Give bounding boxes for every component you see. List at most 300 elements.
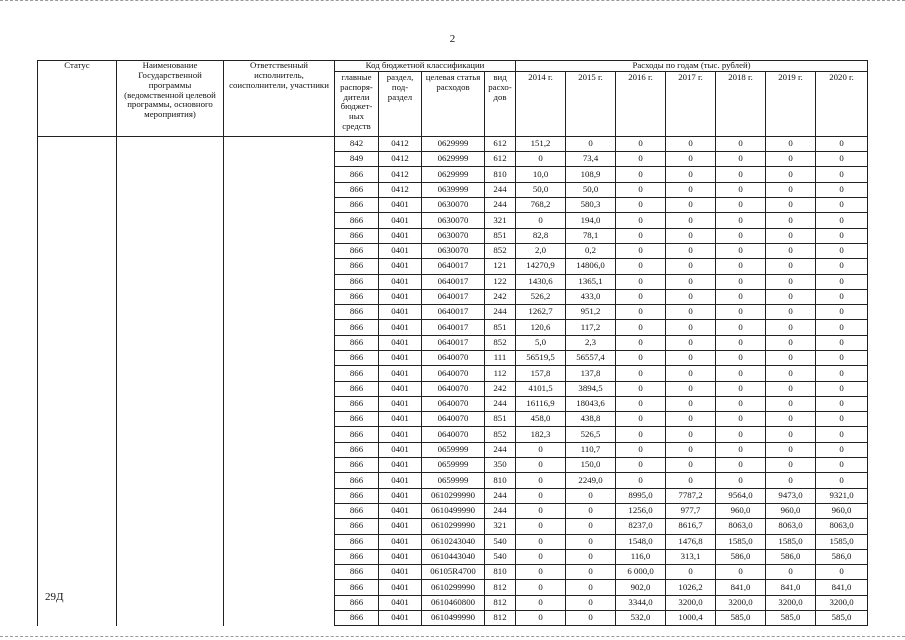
cell-2020: 0 <box>816 473 868 488</box>
cell-2020: 0 <box>816 381 868 396</box>
cell-target-article: 0630070 <box>422 198 485 213</box>
col-program-name-header: Наименование Государственной программы (ведомственной целевой программы, основного мероприятия) <box>117 61 224 137</box>
cell-expense-type: 810 <box>485 565 516 580</box>
col-section-header: раздел, под- раздел <box>379 71 422 136</box>
cell-2014: 5,0 <box>516 335 566 350</box>
cell-grbs: 866 <box>335 396 379 411</box>
cell-2015: 0 <box>566 503 616 518</box>
cell-2015: 1365,1 <box>566 274 616 289</box>
cell-2016: 0 <box>616 366 666 381</box>
cell-2020: 0 <box>816 335 868 350</box>
cell-responsible <box>224 136 335 626</box>
cell-2016: 0 <box>616 412 666 427</box>
cell-2019: 0 <box>766 305 816 320</box>
cell-2016: 1548,0 <box>616 534 666 549</box>
cell-2017: 0 <box>666 152 716 167</box>
cell-2015: 14806,0 <box>566 259 616 274</box>
cell-section: 0401 <box>379 305 422 320</box>
cell-section: 0401 <box>379 289 422 304</box>
cell-2020: 0 <box>816 259 868 274</box>
cell-2014: 458,0 <box>516 412 566 427</box>
cell-2014: 0 <box>516 595 566 610</box>
cell-2016: 0 <box>616 320 666 335</box>
cell-2020: 0 <box>816 213 868 228</box>
cell-2017: 8616,7 <box>666 519 716 534</box>
cell-grbs: 866 <box>335 565 379 580</box>
cell-2018: 3200,0 <box>716 595 766 610</box>
cell-2019: 3200,0 <box>766 595 816 610</box>
cell-section: 0401 <box>379 335 422 350</box>
cell-2016: 0 <box>616 335 666 350</box>
cell-expense-type: 852 <box>485 243 516 258</box>
cell-grbs: 866 <box>335 381 379 396</box>
cell-2017: 0 <box>666 565 716 580</box>
cell-2015: 580,3 <box>566 198 616 213</box>
cell-2019: 586,0 <box>766 549 816 564</box>
cell-expense-type: 244 <box>485 503 516 518</box>
bk-group-header: Код бюджетной классификации <box>335 61 516 72</box>
cell-2015: 2,3 <box>566 335 616 350</box>
cell-2017: 0 <box>666 182 716 197</box>
cell-2014: 0 <box>516 611 566 626</box>
cell-2019: 0 <box>766 412 816 427</box>
cell-grbs: 866 <box>335 335 379 350</box>
cell-2015: 0,2 <box>566 243 616 258</box>
cell-expense-type: 540 <box>485 534 516 549</box>
cell-expense-type: 612 <box>485 152 516 167</box>
cell-2016: 0 <box>616 473 666 488</box>
cell-2019: 0 <box>766 473 816 488</box>
cell-section: 0401 <box>379 198 422 213</box>
cell-2018: 0 <box>716 136 766 151</box>
cell-2017: 0 <box>666 335 716 350</box>
cell-section: 0401 <box>379 458 422 473</box>
cell-target-article: 0639999 <box>422 182 485 197</box>
cell-target-article: 0630070 <box>422 243 485 258</box>
cell-2018: 0 <box>716 458 766 473</box>
cell-target-article: 0659999 <box>422 473 485 488</box>
cell-2014: 1262,7 <box>516 305 566 320</box>
cell-2016: 0 <box>616 381 666 396</box>
cell-2014: 0 <box>516 458 566 473</box>
cell-2014: 0 <box>516 152 566 167</box>
cell-target-article: 0610299990 <box>422 519 485 534</box>
cell-2016: 0 <box>616 259 666 274</box>
cell-expense-type: 242 <box>485 381 516 396</box>
cell-2015: 73,4 <box>566 152 616 167</box>
col-target-article-header: целевая статья расходов <box>422 71 485 136</box>
cell-2020: 0 <box>816 152 868 167</box>
cell-2014: 14270,9 <box>516 259 566 274</box>
cell-2018: 0 <box>716 381 766 396</box>
cell-2017: 0 <box>666 274 716 289</box>
cell-section: 0401 <box>379 381 422 396</box>
cell-2015: 0 <box>566 565 616 580</box>
col-status-header: Статус <box>38 61 117 137</box>
cell-2020: 0 <box>816 351 868 366</box>
cell-2020: 0 <box>816 136 868 151</box>
cell-2018: 1585,0 <box>716 534 766 549</box>
cell-2020: 0 <box>816 305 868 320</box>
cell-expense-type: 321 <box>485 213 516 228</box>
cell-2015: 117,2 <box>566 320 616 335</box>
cell-target-article: 0640070 <box>422 412 485 427</box>
scan-edge-top <box>0 0 905 2</box>
cell-expense-type: 244 <box>485 442 516 457</box>
cell-grbs: 866 <box>335 351 379 366</box>
cell-2018: 0 <box>716 274 766 289</box>
cell-2019: 0 <box>766 213 816 228</box>
cell-2018: 0 <box>716 213 766 228</box>
cell-2017: 0 <box>666 305 716 320</box>
col-responsible-header: Ответственный исполнитель, соисполнители, участники <box>224 61 335 137</box>
cell-expense-type: 244 <box>485 305 516 320</box>
cell-2019: 0 <box>766 335 816 350</box>
cell-2014: 50,0 <box>516 182 566 197</box>
cell-section: 0401 <box>379 595 422 610</box>
cell-2019: 0 <box>766 381 816 396</box>
col-expense-type-header: вид расхо- дов <box>485 71 516 136</box>
cell-section: 0401 <box>379 351 422 366</box>
cell-grbs: 866 <box>335 320 379 335</box>
cell-grbs: 866 <box>335 366 379 381</box>
cell-2020: 9321,0 <box>816 488 868 503</box>
cell-grbs: 866 <box>335 167 379 182</box>
cell-2015: 951,2 <box>566 305 616 320</box>
cell-section: 0401 <box>379 228 422 243</box>
cell-2020: 8063,0 <box>816 519 868 534</box>
cell-target-article: 0640017 <box>422 305 485 320</box>
cell-2019: 1585,0 <box>766 534 816 549</box>
cell-expense-type: 122 <box>485 274 516 289</box>
cell-2015: 0 <box>566 519 616 534</box>
cell-target-article: 0610243040 <box>422 534 485 549</box>
cell-grbs: 866 <box>335 473 379 488</box>
cell-2018: 0 <box>716 167 766 182</box>
cell-2015: 0 <box>566 549 616 564</box>
cell-2018: 0 <box>716 259 766 274</box>
cell-2015: 0 <box>566 611 616 626</box>
cell-grbs: 866 <box>335 549 379 564</box>
cell-2017: 0 <box>666 167 716 182</box>
cell-2014: 120,6 <box>516 320 566 335</box>
cell-section: 0401 <box>379 473 422 488</box>
cell-section: 0401 <box>379 243 422 258</box>
cell-section: 0401 <box>379 580 422 595</box>
cell-status <box>38 136 117 626</box>
cell-2016: 0 <box>616 274 666 289</box>
page-number: 2 <box>449 33 456 45</box>
cell-target-article: 0630070 <box>422 228 485 243</box>
cell-target-article: 0610299990 <box>422 488 485 503</box>
cell-section: 0401 <box>379 396 422 411</box>
cell-2019: 585,0 <box>766 611 816 626</box>
cell-2017: 0 <box>666 228 716 243</box>
cell-2018: 0 <box>716 473 766 488</box>
cell-2019: 0 <box>766 259 816 274</box>
cell-2020: 1585,0 <box>816 534 868 549</box>
cell-2014: 157,8 <box>516 366 566 381</box>
cell-2017: 0 <box>666 213 716 228</box>
cell-grbs: 866 <box>335 534 379 549</box>
cell-2018: 0 <box>716 565 766 580</box>
cell-2016: 0 <box>616 442 666 457</box>
cell-section: 0401 <box>379 366 422 381</box>
cell-2019: 841,0 <box>766 580 816 595</box>
cell-section: 0401 <box>379 274 422 289</box>
cell-2017: 0 <box>666 198 716 213</box>
cell-2017: 1026,2 <box>666 580 716 595</box>
cell-2015: 526,5 <box>566 427 616 442</box>
cell-2015: 3894,5 <box>566 381 616 396</box>
col-year-header: 2015 г. <box>566 71 616 136</box>
cell-2015: 50,0 <box>566 182 616 197</box>
cell-section: 0401 <box>379 488 422 503</box>
cell-2017: 977,7 <box>666 503 716 518</box>
cell-target-article: 0640017 <box>422 274 485 289</box>
page-footer-code: 29Д <box>45 591 64 603</box>
cell-2014: 526,2 <box>516 289 566 304</box>
cell-2017: 313,1 <box>666 549 716 564</box>
cell-expense-type: 242 <box>485 289 516 304</box>
col-year-header: 2014 г. <box>516 71 566 136</box>
cell-2016: 0 <box>616 182 666 197</box>
cell-target-article: 0610299990 <box>422 580 485 595</box>
cell-grbs: 866 <box>335 198 379 213</box>
cell-2016: 0 <box>616 228 666 243</box>
cell-2016: 0 <box>616 351 666 366</box>
cell-2019: 0 <box>766 167 816 182</box>
cell-2015: 0 <box>566 534 616 549</box>
cell-target-article: 0610460800 <box>422 595 485 610</box>
cell-2018: 0 <box>716 366 766 381</box>
cell-grbs: 866 <box>335 289 379 304</box>
cell-expense-type: 852 <box>485 335 516 350</box>
cell-expense-type: 540 <box>485 549 516 564</box>
cell-grbs: 842 <box>335 136 379 151</box>
cell-target-article: 0640070 <box>422 366 485 381</box>
cell-2020: 0 <box>816 366 868 381</box>
cell-grbs: 866 <box>335 243 379 258</box>
cell-2018: 960,0 <box>716 503 766 518</box>
cell-2020: 0 <box>816 274 868 289</box>
cell-2014: 0 <box>516 442 566 457</box>
cell-grbs: 866 <box>335 412 379 427</box>
cell-expense-type: 244 <box>485 198 516 213</box>
cell-2016: 0 <box>616 136 666 151</box>
cell-target-article: 06105R4700 <box>422 565 485 580</box>
cell-2019: 0 <box>766 366 816 381</box>
cell-grbs: 866 <box>335 503 379 518</box>
cell-2017: 0 <box>666 351 716 366</box>
cell-section: 0401 <box>379 519 422 534</box>
cell-2019: 0 <box>766 427 816 442</box>
cell-2014: 151,2 <box>516 136 566 151</box>
cell-2015: 108,9 <box>566 167 616 182</box>
cell-2015: 78,1 <box>566 228 616 243</box>
cell-expense-type: 851 <box>485 320 516 335</box>
cell-expense-type: 244 <box>485 488 516 503</box>
cell-2019: 0 <box>766 458 816 473</box>
cell-2014: 0 <box>516 565 566 580</box>
cell-2017: 7787,2 <box>666 488 716 503</box>
cell-2017: 0 <box>666 412 716 427</box>
cell-2016: 0 <box>616 289 666 304</box>
cell-2020: 0 <box>816 243 868 258</box>
cell-2019: 0 <box>766 152 816 167</box>
cell-2015: 150,0 <box>566 458 616 473</box>
cell-2014: 16116,9 <box>516 396 566 411</box>
cell-2014: 10,0 <box>516 167 566 182</box>
cell-2018: 8063,0 <box>716 519 766 534</box>
cell-2015: 194,0 <box>566 213 616 228</box>
cell-2018: 0 <box>716 442 766 457</box>
cell-2017: 0 <box>666 366 716 381</box>
expenses-group-header: Расходы по годам (тыс. рублей) <box>516 61 868 72</box>
cell-2020: 0 <box>816 289 868 304</box>
cell-2014: 4101,5 <box>516 381 566 396</box>
cell-2017: 0 <box>666 442 716 457</box>
cell-2020: 0 <box>816 320 868 335</box>
cell-2015: 433,0 <box>566 289 616 304</box>
cell-grbs: 866 <box>335 228 379 243</box>
cell-2020: 0 <box>816 458 868 473</box>
cell-2017: 0 <box>666 243 716 258</box>
cell-2019: 960,0 <box>766 503 816 518</box>
cell-grbs: 866 <box>335 458 379 473</box>
cell-2018: 841,0 <box>716 580 766 595</box>
cell-section: 0412 <box>379 167 422 182</box>
cell-section: 0401 <box>379 611 422 626</box>
cell-section: 0401 <box>379 534 422 549</box>
cell-2020: 0 <box>816 427 868 442</box>
cell-expense-type: 810 <box>485 167 516 182</box>
cell-section: 0412 <box>379 182 422 197</box>
cell-2016: 0 <box>616 427 666 442</box>
cell-2014: 0 <box>516 503 566 518</box>
cell-expense-type: 244 <box>485 396 516 411</box>
cell-2018: 586,0 <box>716 549 766 564</box>
cell-2020: 0 <box>816 412 868 427</box>
cell-2019: 0 <box>766 396 816 411</box>
cell-2016: 0 <box>616 458 666 473</box>
cell-target-article: 0640070 <box>422 381 485 396</box>
cell-2014: 1430,6 <box>516 274 566 289</box>
cell-2020: 841,0 <box>816 580 868 595</box>
cell-2017: 0 <box>666 458 716 473</box>
cell-2015: 18043,6 <box>566 396 616 411</box>
cell-2019: 9473,0 <box>766 488 816 503</box>
cell-section: 0401 <box>379 565 422 580</box>
cell-expense-type: 121 <box>485 259 516 274</box>
cell-section: 0401 <box>379 213 422 228</box>
cell-grbs: 849 <box>335 152 379 167</box>
cell-target-article: 0630070 <box>422 213 485 228</box>
cell-2018: 0 <box>716 228 766 243</box>
cell-expense-type: 810 <box>485 473 516 488</box>
cell-2020: 0 <box>816 228 868 243</box>
cell-program-name <box>117 136 224 626</box>
cell-2018: 0 <box>716 335 766 350</box>
cell-target-article: 0640017 <box>422 259 485 274</box>
cell-2018: 9564,0 <box>716 488 766 503</box>
col-year-header: 2016 г. <box>616 71 666 136</box>
cell-2019: 0 <box>766 442 816 457</box>
cell-2017: 3200,0 <box>666 595 716 610</box>
cell-2016: 3344,0 <box>616 595 666 610</box>
cell-2019: 0 <box>766 565 816 580</box>
cell-target-article: 0629999 <box>422 152 485 167</box>
cell-2017: 0 <box>666 289 716 304</box>
cell-expense-type: 851 <box>485 412 516 427</box>
cell-2018: 0 <box>716 396 766 411</box>
cell-2018: 0 <box>716 289 766 304</box>
cell-target-article: 0640017 <box>422 289 485 304</box>
cell-target-article: 0659999 <box>422 458 485 473</box>
cell-expense-type: 111 <box>485 351 516 366</box>
cell-target-article: 0640017 <box>422 335 485 350</box>
cell-2015: 0 <box>566 136 616 151</box>
cell-target-article: 0610499990 <box>422 611 485 626</box>
col-year-header: 2017 г. <box>666 71 716 136</box>
cell-target-article: 0610499990 <box>422 503 485 518</box>
cell-2020: 0 <box>816 396 868 411</box>
cell-2018: 0 <box>716 320 766 335</box>
cell-grbs: 866 <box>335 595 379 610</box>
cell-expense-type: 244 <box>485 182 516 197</box>
cell-2014: 0 <box>516 488 566 503</box>
cell-2020: 0 <box>816 565 868 580</box>
table-body <box>38 136 868 626</box>
cell-2014: 2,0 <box>516 243 566 258</box>
cell-2019: 0 <box>766 198 816 213</box>
cell-2016: 0 <box>616 305 666 320</box>
cell-2016: 8237,0 <box>616 519 666 534</box>
cell-section: 0401 <box>379 259 422 274</box>
cell-expense-type: 112 <box>485 366 516 381</box>
cell-2017: 0 <box>666 473 716 488</box>
cell-2015: 0 <box>566 595 616 610</box>
cell-expense-type: 812 <box>485 611 516 626</box>
cell-section: 0401 <box>379 503 422 518</box>
cell-2017: 1000,4 <box>666 611 716 626</box>
cell-2018: 0 <box>716 243 766 258</box>
cell-2016: 0 <box>616 396 666 411</box>
cell-grbs: 866 <box>335 580 379 595</box>
cell-2015: 137,8 <box>566 366 616 381</box>
cell-target-article: 0640017 <box>422 320 485 335</box>
cell-2016: 0 <box>616 167 666 182</box>
cell-2016: 6 000,0 <box>616 565 666 580</box>
cell-2017: 0 <box>666 136 716 151</box>
cell-2016: 532,0 <box>616 611 666 626</box>
cell-target-article: 0659999 <box>422 442 485 457</box>
cell-2017: 0 <box>666 396 716 411</box>
cell-2019: 0 <box>766 136 816 151</box>
cell-2017: 0 <box>666 259 716 274</box>
cell-2016: 116,0 <box>616 549 666 564</box>
cell-2020: 585,0 <box>816 611 868 626</box>
cell-expense-type: 812 <box>485 595 516 610</box>
cell-grbs: 866 <box>335 427 379 442</box>
cell-2015: 2249,0 <box>566 473 616 488</box>
cell-2016: 0 <box>616 213 666 228</box>
cell-2018: 0 <box>716 182 766 197</box>
cell-2016: 0 <box>616 152 666 167</box>
cell-section: 0401 <box>379 442 422 457</box>
cell-target-article: 0640070 <box>422 427 485 442</box>
cell-2019: 0 <box>766 274 816 289</box>
